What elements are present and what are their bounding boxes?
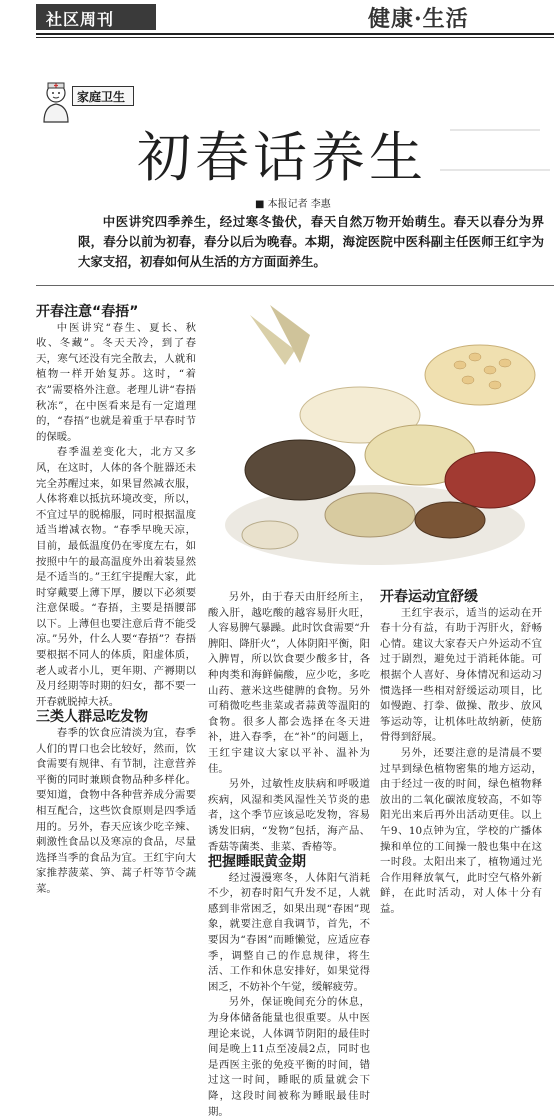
article-column-2 xyxy=(208,590,370,1120)
article-column-1 xyxy=(36,305,196,898)
paragraph: 经过漫漫寒冬，人体阳气消耗不少，初春时阳气升发不足，人就感到非常困乏，如果出现“春困”现象，就要注意自我调节，首先，不要因为“春困”而睡懒觉，应适应春季，调整自己的作息规律，将生活、工作和休息安排好，如果觉得困乏，不妨补个午觉，缓解疲劳。 xyxy=(208,871,370,993)
title-decoration xyxy=(440,120,550,180)
header-rule xyxy=(36,33,554,35)
section-divider xyxy=(36,285,554,286)
section-heading: 把握睡眠黄金期 xyxy=(208,854,306,871)
grains-beans-photo xyxy=(210,295,540,580)
section-name: 健康·生活 xyxy=(368,6,469,32)
paragraph: 春季的饮食应清淡为宜，春季人们的胃口也会比较好，然而，饮食需要有规律、有节制，注意营养平衡的同时兼顾食物品种多样化。要知道，食物中各种营养成分需要相互配合，这些饮食原则是四季适用的。另外，春天应该少吃辛辣、刺激性食品以及寒凉的食品，尽量选择当季的食品为宜。王红宇向大家推荐菠菜、笋、蒿子杆等节令蔬菜。 xyxy=(36,727,196,895)
paragraph: 另外，由于春天由肝经所主，酸入肝，越吃酸的越容易肝火旺，人容易脾气暴躁。此时饮食需要“升脾阳、降肝火”，人体阴阳平衡，阳入脾胃，所以饮食要少酸多甘，各种肉类和海鲜偏酸，应少吃，多吃山药、薏米这些健脾的食物。另外可稍微吃些韭菜或者蒜黄等温阳的食物。很多人都会选择在冬天进补，进入春季，在“补”的问题上，王红宇建议大家以平补、温补为佳。 xyxy=(208,591,370,775)
byline: ■ 本报记者 李惠 xyxy=(255,199,331,210)
section-heading: 开春注意“春捂” xyxy=(36,304,139,320)
paragraph: 中医讲究“春生、夏长、秋收、冬藏”。冬天天冷，到了春天，寒气还没有完全散去，人就和植物一样开始复苏。这时，“着衣”需要格外注意。老理儿讲“春捂秋冻”，在中医看来是有一定道理的，“春捂”也就是着重于早春时节的保暖。 xyxy=(36,321,196,443)
section-heading: 三类人群忌吃发物 xyxy=(36,709,148,726)
doctor-mascot-icon xyxy=(36,80,76,124)
paragraph: 王红宇表示，适当的运动在开春十分有益，有助于泻肝火，舒畅心情。建议大家春天户外运动不宜过于剧烈，避免过于消耗体能。可根据个人喜好、身体情况和运动习惯选择一些相对舒缓运动项目，比如慢跑、打拳、做操、散步、放风筝运动等，让机体吐故纳新，使筋骨得到舒展。 xyxy=(380,606,542,744)
section-heading: 开春运动宜舒缓 xyxy=(380,589,478,605)
column-name: 社区周刊 xyxy=(46,10,115,29)
paragraph: 春季温差变化大，北方又多风，在这时，人体的各个脏器还未完全苏醒过来，如果冒然减衣服，人体将难以抵抗环境改变，所以，不宜过早的脱棉服，同时根据温度适当增减衣物。“春季早晚天凉，目前，最低温度仍在零度左右，如按照中午的最高温度外出着装显然是不适当的。”王红宇提醒大家，此时穿戴要上薄下厚，腰以下必须要注意保暖。“春捂，主要是捂腰部以下。上薄但也要注意后背不能受凉。”另外，什么人要“春捂”？春捂要根据不同人的体质，阳虚体质，老人或者小儿，更年期、产褥期以及月经期等时期的妇女，都不要一开春就脱掉大袄。 xyxy=(36,446,196,708)
article-column-3 xyxy=(380,590,542,917)
paragraph: 另外，还要注意的是清晨不要过早到绿色植物密集的地方运动，由于经过一夜的时间，绿色植物释放出的二氧化碳浓度较高，不如等阳光出来后再外出活动更佳。以上午9、10点钟为宜，学校的广播体操和单位的工间操一般也集中在这一时段。太阳出来了，植物通过光合作用释放氧气，此时空气格外新鲜，在此时活动，对人体十分有益。 xyxy=(380,746,542,915)
column-tag xyxy=(36,4,156,30)
paragraph: 另外，过敏性皮肤病和呼吸道疾病，风湿和类风湿性关节炎的患者，这个季节应该忌吃发物，容易诱发旧病，“发物”包括，海产品、香菇等菌类、韭菜、香椿等。 xyxy=(208,778,370,853)
category-label xyxy=(72,86,134,106)
lede-paragraph: 中医讲究四季养生，经过寒冬蛰伏，春天自然万物开始萌生。春天以春分为界限，春分以前为初春，春分以后为晚春。本期，海淀医院中医科副主任医师王红宇为大家支招，初春如何从生活的方方面面养生。 xyxy=(78,214,544,269)
header-rule-thin xyxy=(36,37,554,38)
paragraph: 另外，保证晚间充分的休息，为身体储备能量也很重要。从中医理论来说，人体调节阴阳的最佳时间是晚上11点至凌晨2点，同时也是西医主张的免疫平衡的时间，错过这一时间，睡眠的质量就会下降，这段时间被称为睡眠最佳时期。 xyxy=(208,996,370,1118)
article-title: 初春话养生 xyxy=(137,126,427,189)
category-text: 家庭卫生 xyxy=(77,90,126,104)
